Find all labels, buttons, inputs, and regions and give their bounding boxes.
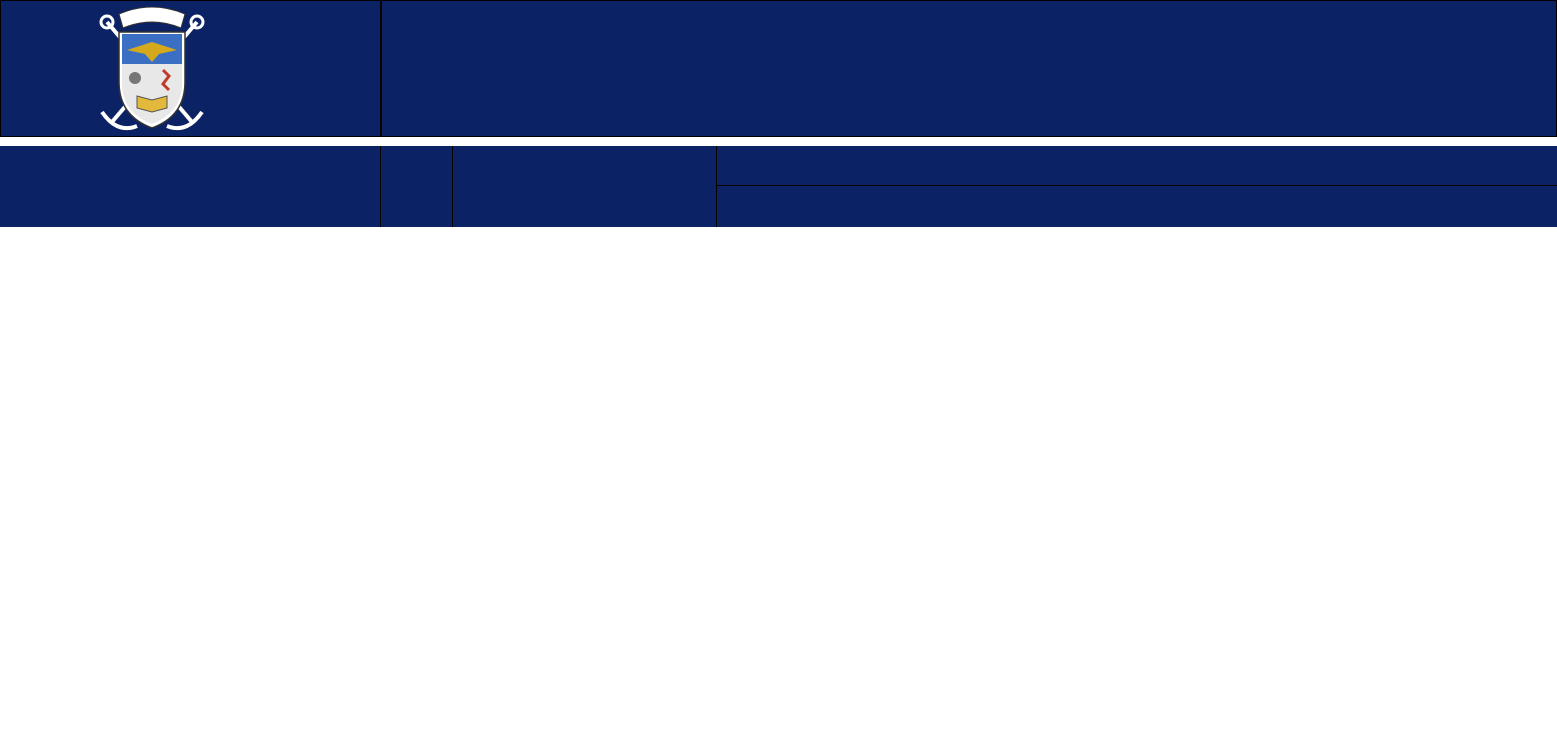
column-header-programas	[0, 146, 381, 227]
header-separator	[0, 137, 1557, 146]
column-header-snies	[381, 146, 453, 227]
column-header-resolucion	[453, 146, 717, 227]
naval-school-crest-icon	[97, 4, 207, 134]
page-header	[0, 0, 1557, 137]
logo-cell	[1, 1, 382, 136]
column-header-anios	[717, 146, 1557, 186]
